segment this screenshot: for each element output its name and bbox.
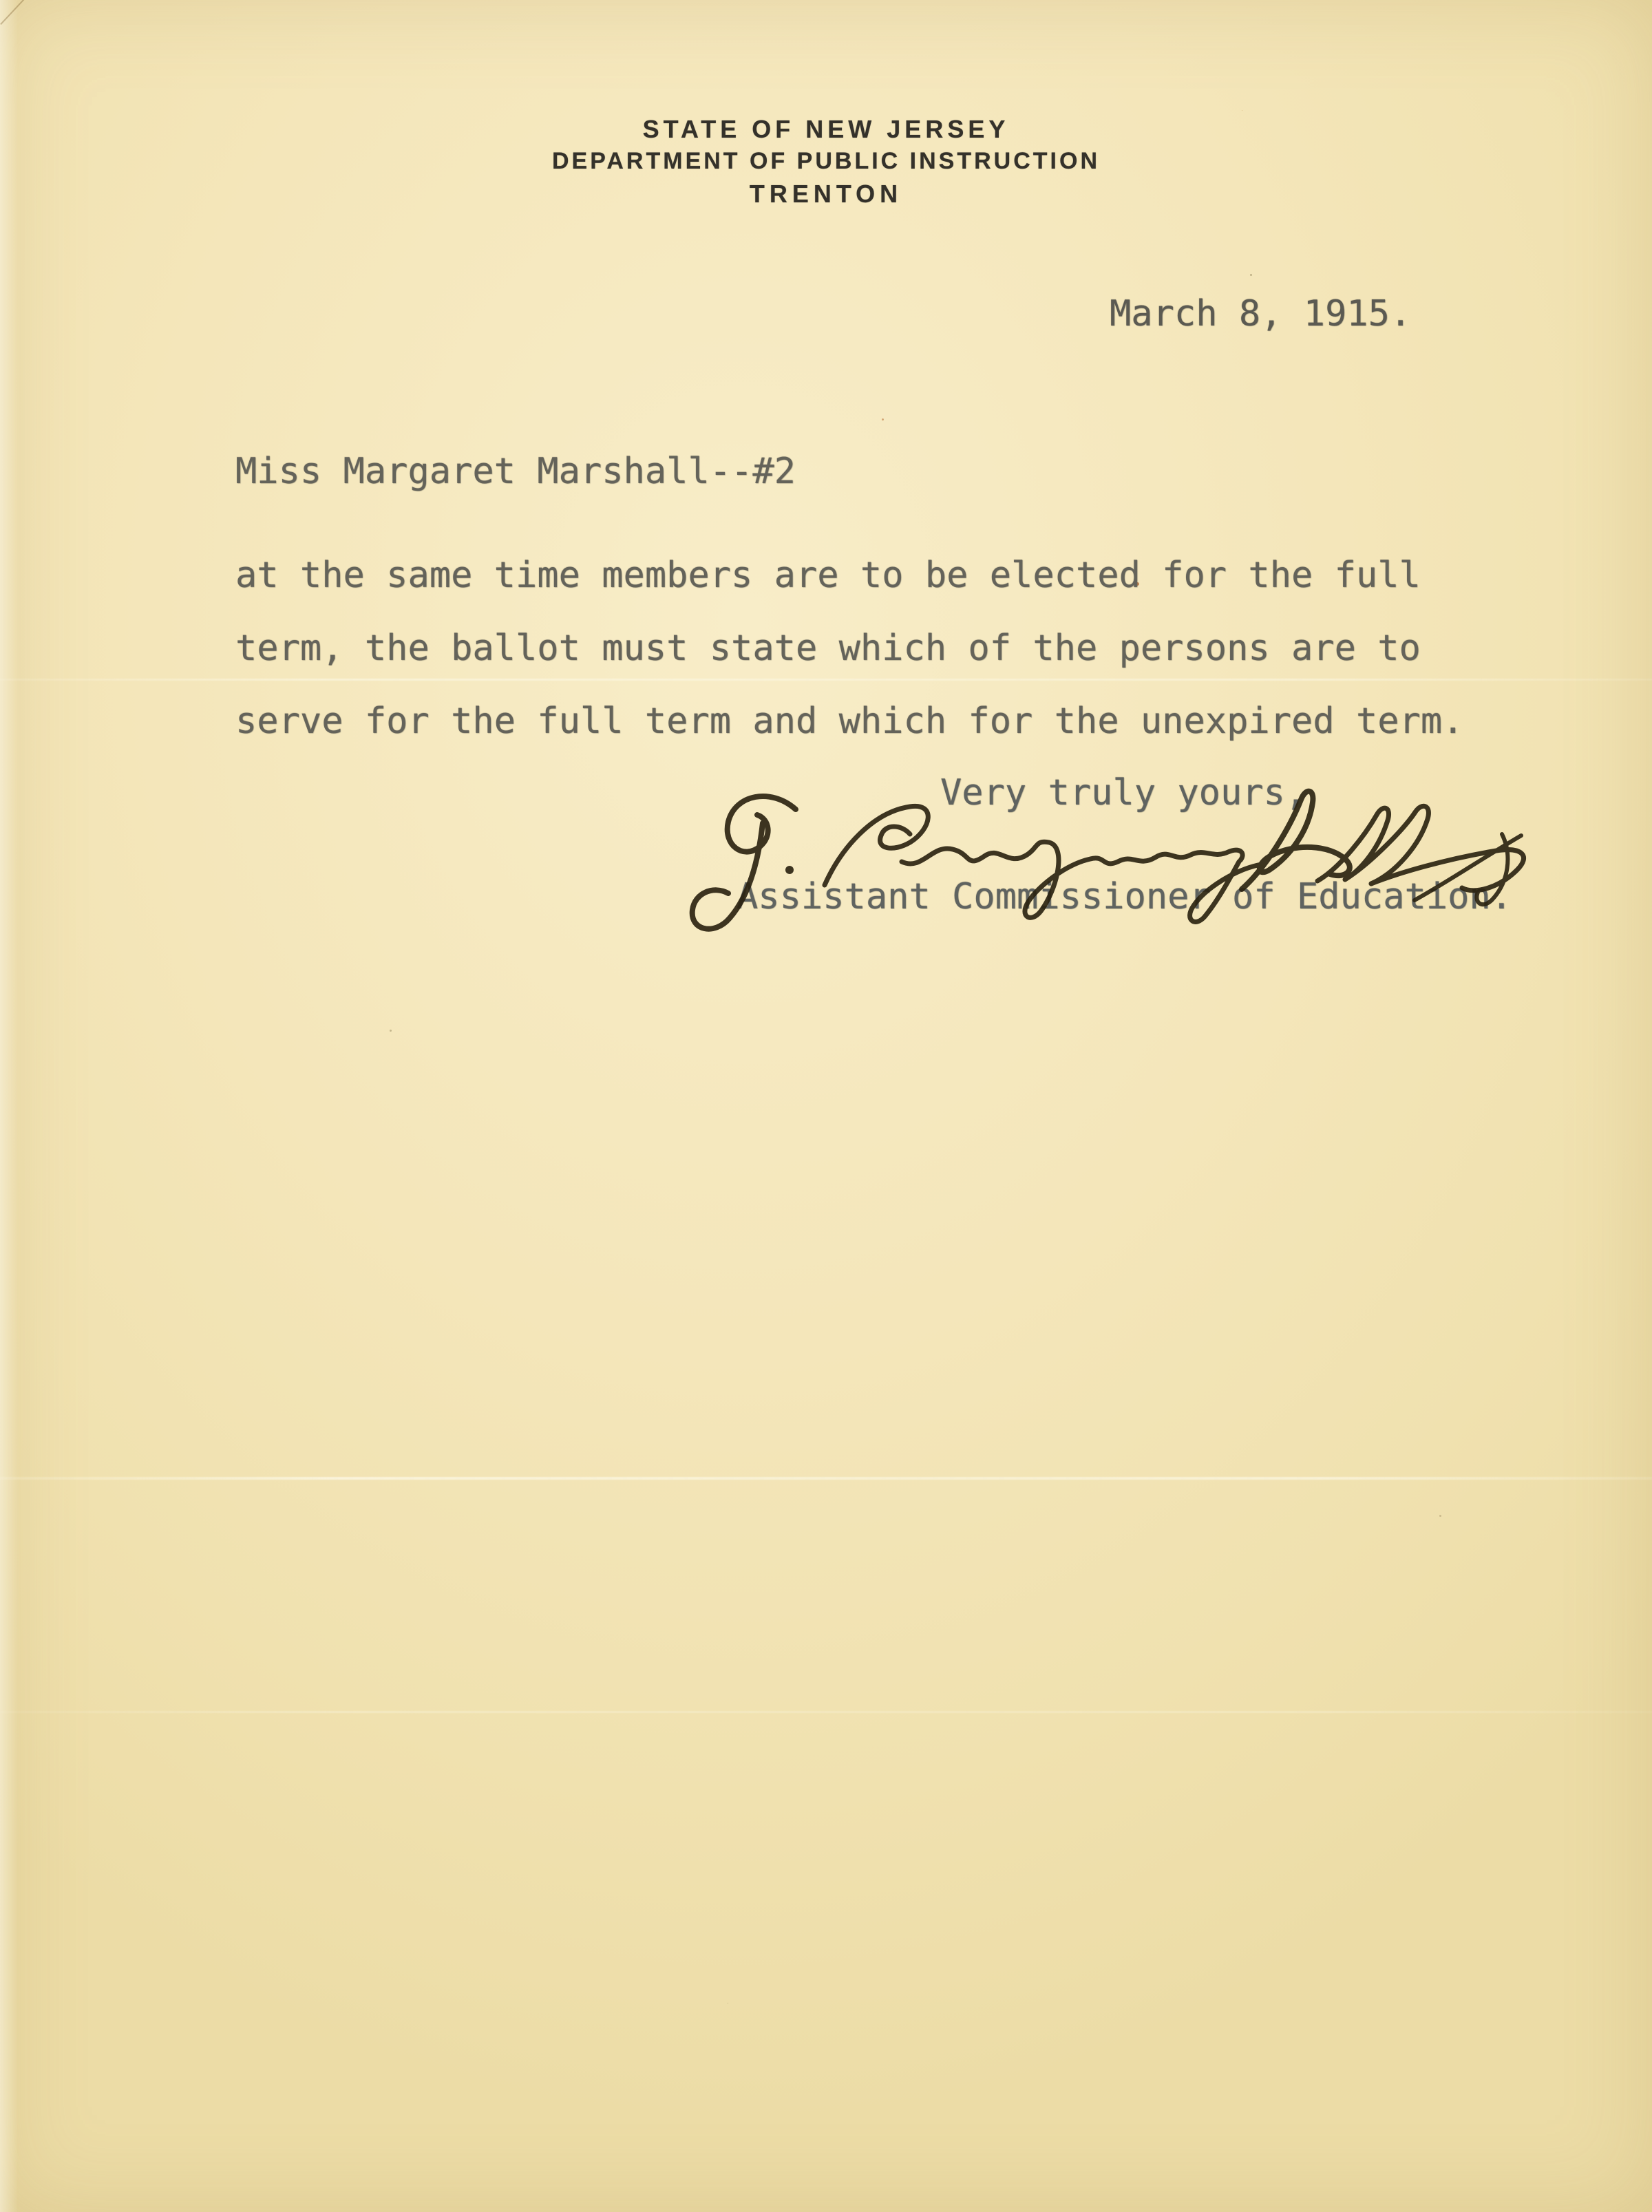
fold-crease bbox=[0, 679, 1652, 681]
paper-edge-highlight bbox=[0, 0, 18, 2212]
body-line: serve for the full term and which for the unexpired term. bbox=[235, 701, 1464, 742]
fold-crease bbox=[0, 1711, 1652, 1713]
letterhead-city: TRENTON bbox=[749, 180, 903, 208]
body-line: term, the ballot must state which of the persons are to bbox=[235, 628, 1421, 669]
closing-salutation: Very truly yours, bbox=[940, 772, 1307, 813]
letterhead-department: DEPARTMENT OF PUBLIC INSTRUCTION bbox=[551, 148, 1100, 174]
signature-script bbox=[654, 778, 1563, 950]
fold-crease bbox=[0, 1477, 1652, 1480]
body-line: at the same time members are to be elected for the full bbox=[235, 555, 1421, 596]
letter-addressee: Miss Margaret Marshall--#2 bbox=[235, 451, 796, 492]
letterhead-state: STATE OF NEW JERSEY bbox=[642, 115, 1010, 143]
signer-title: Assistant Commissioner of Education. bbox=[737, 876, 1513, 917]
letterhead bbox=[0, 114, 1652, 211]
letter-date: March 8, 1915. bbox=[1110, 293, 1412, 334]
